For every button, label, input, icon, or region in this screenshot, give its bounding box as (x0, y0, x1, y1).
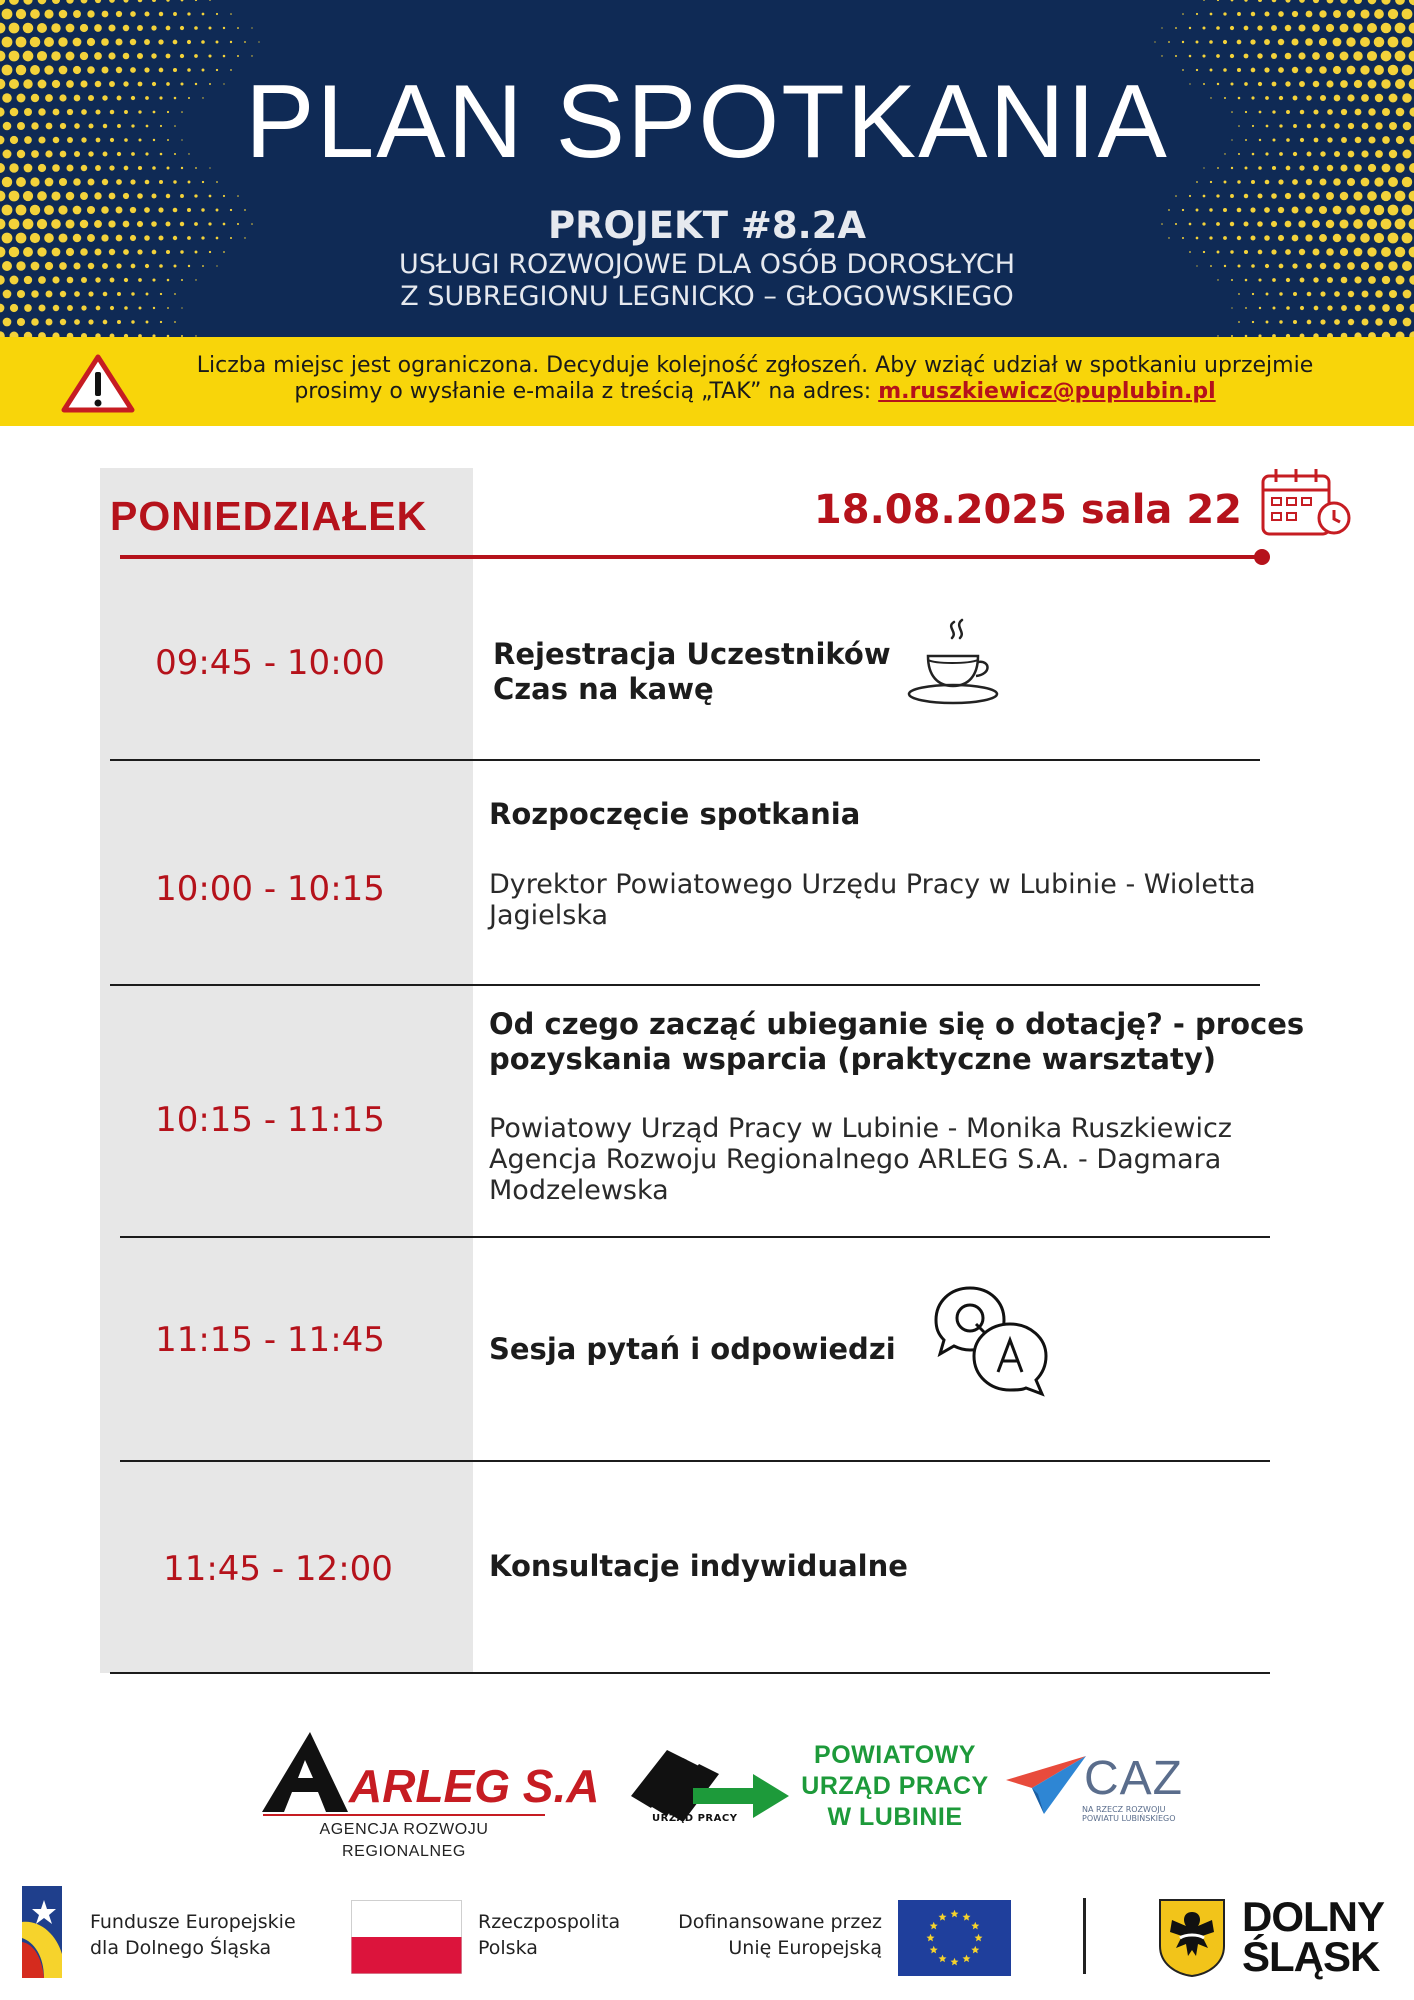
agenda-item-time: 11:15 - 11:45 (155, 1320, 385, 1360)
agenda-item-description: Dyrektor Powiatowego Urzędu Pracy w Lubinie - Wioletta (489, 869, 1256, 900)
eu-cofinanced-text-line1: Dofinansowane przez (678, 1911, 882, 1933)
row-divider (120, 1460, 1270, 1462)
eu-flag-icon (898, 1900, 1011, 1976)
page-title: PLAN SPOTKANIA (245, 64, 1169, 180)
caz-subtitle-line1: NA RZECZ ROZWOJU (1082, 1805, 1166, 1814)
arleg-logo-text: ARLEG S.A (349, 1760, 600, 1812)
lower-silesia-coat-of-arms-icon (1158, 1898, 1226, 1978)
agenda-item-time: 10:00 - 10:15 (155, 869, 385, 909)
row-divider (110, 1672, 1270, 1674)
agenda-item-title: Czas na kawę (493, 672, 714, 706)
dolny-slask-line2: ŚLĄSK (1242, 1933, 1380, 1980)
notice-text-line2 (135, 378, 1375, 406)
agenda-item-time: 09:45 - 10:00 (155, 643, 385, 683)
agenda-item-title: Konsultacje indywidualne (489, 1549, 908, 1583)
dolny-slask-line1: DOLNY (1242, 1893, 1384, 1940)
contact-email-link[interactable]: m.ruszkiewicz@puplubin.pl (878, 379, 1216, 404)
date-and-room: 18.08.2025 sala 22 (813, 487, 1242, 533)
arleg-logo-mark (262, 1730, 348, 1812)
pup-logo-text-line3: W LUBINIE (827, 1803, 963, 1831)
header-divider (120, 555, 1262, 559)
polish-flag-icon (351, 1900, 462, 1974)
agenda-item-description: Powiatowy Urząd Pracy w Lubinie - Monika Ruszkiewicz (489, 1113, 1232, 1144)
q-and-a-icon (934, 1284, 1050, 1400)
caz-paper-plane-icon (1004, 1754, 1088, 1816)
caz-logo-text: CAZ (1084, 1752, 1183, 1805)
agenda-item-title: Od czego zacząć ubieganie się o dotację? - proces (489, 1007, 1305, 1041)
pup-logo-text-line1: POWIATOWY (814, 1741, 976, 1769)
pup-logo-text-line2: URZĄD PRACY (801, 1772, 989, 1800)
project-subtitle-line2: Z SUBREGIONU LEGNICKO – GŁOGOWSKIEGO (400, 281, 1014, 312)
agenda-item-title: Rozpoczęcie spotkania (489, 797, 861, 831)
agenda-item-description: Modzelewska (489, 1175, 669, 1206)
urzad-pracy-small-label: URZĄD PRACY (652, 1813, 738, 1824)
project-subtitle-line1: USŁUGI ROZWOJOWE DLA OSÓB DOROSŁYCH (398, 249, 1016, 280)
agenda-item-title: Sesja pytań i odpowiedzi (489, 1332, 896, 1366)
header-divider-dot (1254, 549, 1270, 565)
eu-cofinanced-text-line2: Unię Europejską (728, 1937, 882, 1959)
arleg-logo-underline (263, 1814, 545, 1816)
republic-of-poland-text-line2: Polska (478, 1937, 538, 1959)
weekday-label: PONIEDZIAŁEK (110, 493, 428, 539)
notice-text-line1: Liczba miejsc jest ograniczona. Decyduje kolejność zgłoszeń. Aby wziąć udział w spotkaniu uprzejmie (196, 353, 1314, 378)
notice-text-prefix: prosimy o wysłanie e-maila z treścią „TAK” na adres: (294, 379, 879, 404)
arleg-logo-subtitle: AGENCJA ROZWOJU REGIONALNEG (319, 1821, 489, 1860)
warning-icon (60, 352, 136, 414)
row-divider (110, 984, 1260, 986)
row-divider (110, 759, 1260, 761)
agenda-item-description: Jagielska (489, 900, 609, 931)
european-funds-text-line1: Fundusze Europejskie (90, 1911, 296, 1933)
european-funds-text-line2: dla Dolnego Śląska (90, 1937, 272, 1959)
row-divider (120, 1236, 1270, 1238)
footer-separator (1083, 1898, 1086, 1974)
caz-subtitle-line2: POWIATU LUBIŃSKIEGO (1082, 1814, 1176, 1823)
agenda-item-time: 11:45 - 12:00 (163, 1549, 393, 1589)
caz-logo-subtitle (1082, 1805, 1202, 1823)
project-number: PROJEKT #8.2A (547, 204, 867, 247)
calendar-icon (1260, 466, 1354, 538)
dolny-slask-logo-text (1242, 1893, 1384, 1980)
republic-of-poland-text-line1: Rzeczpospolita (478, 1911, 621, 1933)
agenda-item-time: 10:15 - 11:15 (155, 1100, 385, 1140)
agenda-item-description: Agencja Rozwoju Regionalnego ARLEG S.A. - Dagmara (489, 1144, 1222, 1175)
agenda-item-title: Rejestracja Uczestników (493, 637, 891, 671)
coffee-cup-icon (906, 616, 1002, 710)
agenda-item-title: pozyskania wsparcia (praktyczne warsztaty) (489, 1042, 1216, 1076)
european-funds-logo-icon (22, 1882, 74, 1982)
